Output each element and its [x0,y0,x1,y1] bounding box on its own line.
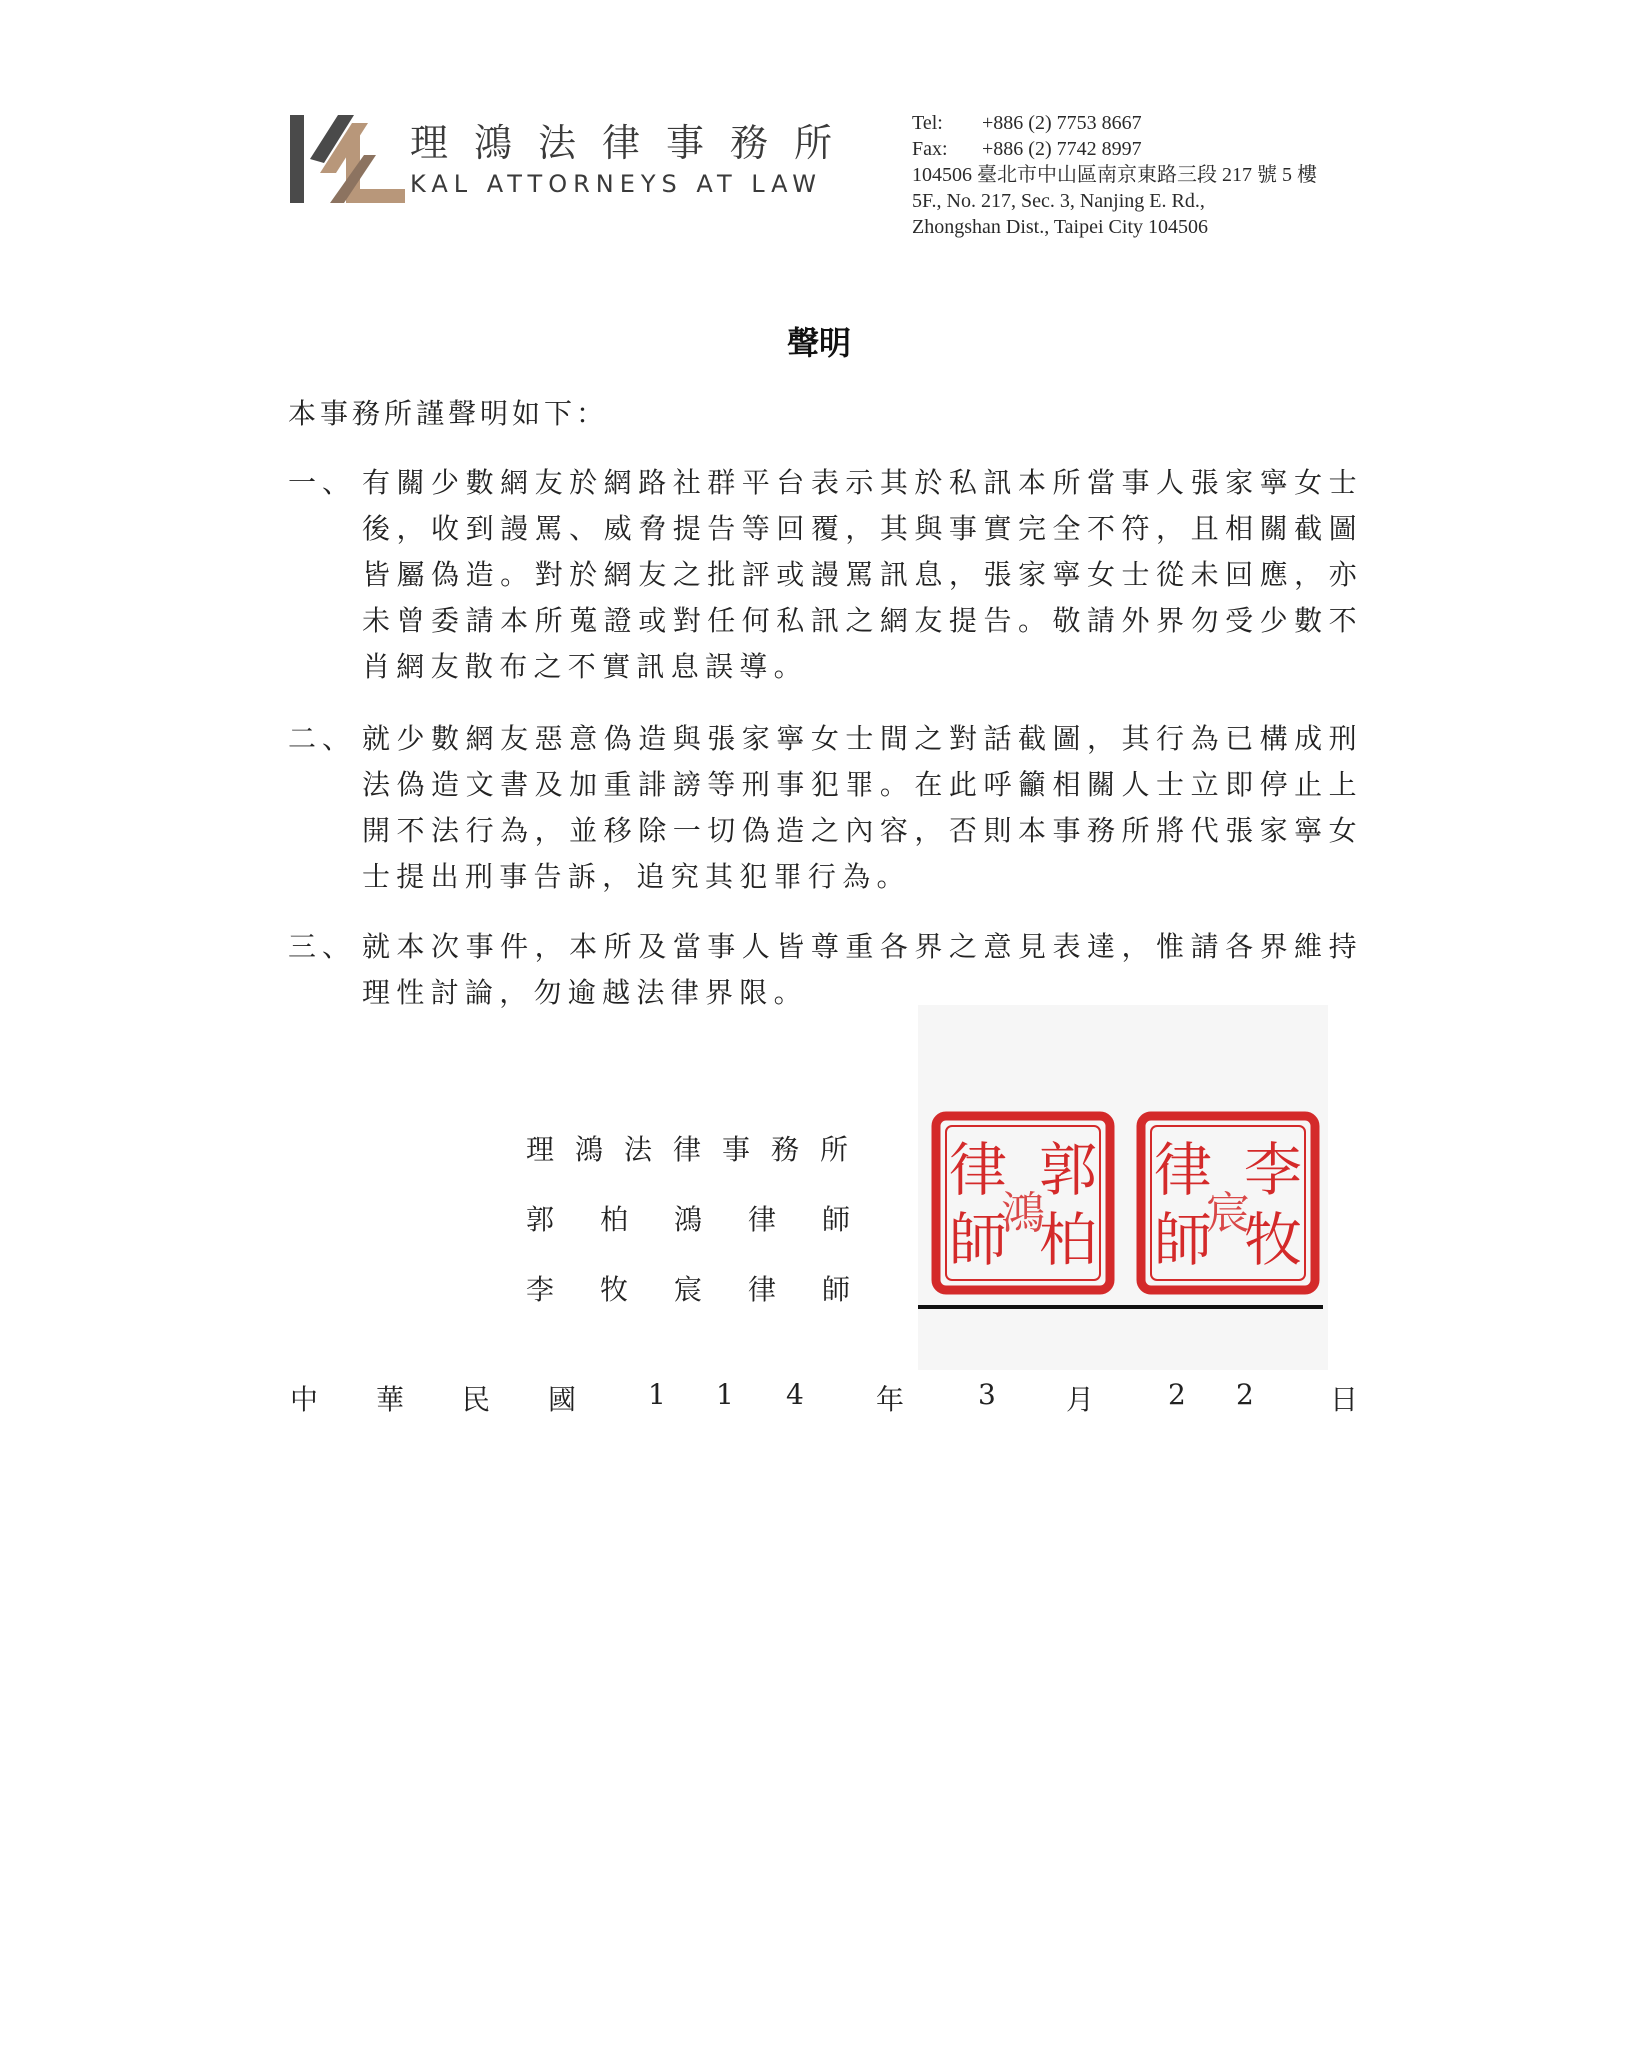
signature-lawyer-2: 李牧宸律師 [526,1273,897,1306]
date-day-unit: 日 [1330,1383,1359,1416]
clause-text: 就少數網友惡意偽造與張家寧女士間之對話截圖，其行為已構成刑法偽造文書及加重誹謗等刑事犯罪。在此呼籲相關人士立即停止上開不法行為，並移除一切偽造之內容，否則本事務所將代張家寧女士提出刑事告訴，追究其犯罪行為。 [362,722,1363,893]
svg-text:柏: 柏 [1038,1206,1098,1274]
clause-number: 一、 [288,466,357,499]
clause-3 [288,924,1363,1016]
clause-number: 三、 [288,930,357,963]
tel-label: Tel: [912,112,943,134]
kal-logo-icon [290,115,405,203]
clause-1 [288,460,1363,690]
address-english-line2: Zhongshan Dist., Taipei City 104506 [912,216,1208,238]
svg-text:牧: 牧 [1243,1206,1303,1274]
firm-name-english: KAL ATTORNEYS AT LAW [410,170,822,198]
address-english-line1: 5F., No. 217, Sec. 3, Nanjing E. Rd., [912,190,1205,212]
svg-text:李: 李 [1243,1136,1303,1204]
clause-text: 有關少數網友於網路社群平台表示其於私訊本所當事人張家寧女士後，收到謾罵、威脅提告等回覆，其與事實完全不符，且相關截圖皆屬偽造。對於網友之批評或謾罵訊息，張家寧女士從未回應，亦未曾委請本所蒐證或對任何私訊之網友提告。敬請外界勿受少數不肖網友散布之不實訊息誤導。 [362,466,1363,683]
seal-2-icon [1135,1110,1321,1296]
date-year-digit: 4 [786,1378,804,1411]
fax-row [912,136,1317,162]
date-day-digit: 2 [1236,1378,1254,1411]
svg-text:師: 師 [1153,1206,1213,1274]
clause-number: 二、 [288,722,357,755]
svg-text:鴻: 鴻 [1001,1188,1045,1239]
svg-text:律: 律 [948,1136,1008,1204]
fax-value: +886 (2) 7742 8997 [982,138,1142,160]
tel-row [912,110,1317,136]
fax-label: Fax: [912,138,948,160]
seal-1-icon [930,1110,1116,1296]
date-era-char: 民 [462,1383,491,1416]
address-chinese: 104506 臺北市中山區南京東路三段 217 號 5 樓 [912,164,1317,186]
date-year-digit: 1 [648,1378,666,1411]
firm-name-chinese: 理鴻法律事務所 [410,121,859,165]
svg-text:宸: 宸 [1206,1188,1250,1239]
clause-text: 就本次事件，本所及當事人皆尊重各界之意見表達，惟請各界維持理性討論，勿逾越法律界限。 [362,930,1363,1009]
tel-value: +886 (2) 7753 8667 [982,112,1142,134]
contact-block [912,110,1317,240]
signature-firm: 理鴻法律事務所 [526,1133,870,1166]
seal-underline [918,1305,1323,1309]
date-era-char: 華 [376,1383,405,1416]
signature-lawyer-1: 郭柏鴻律師 [526,1203,897,1236]
svg-text:郭: 郭 [1038,1136,1098,1204]
date-era-char: 國 [548,1383,577,1416]
date-day-digit: 2 [1168,1378,1186,1411]
date-era-char: 中 [290,1383,319,1416]
clause-2 [288,716,1363,900]
svg-text:律: 律 [1153,1136,1213,1204]
date-year-digit: 1 [716,1378,734,1411]
document-title: 聲明 [786,324,851,362]
date-month-unit: 月 [1066,1383,1095,1416]
svg-text:師: 師 [948,1206,1008,1274]
intro-line: 本事務所謹聲明如下： [288,397,609,430]
date-month-digit: 3 [978,1378,996,1411]
date-year-unit: 年 [876,1383,905,1416]
